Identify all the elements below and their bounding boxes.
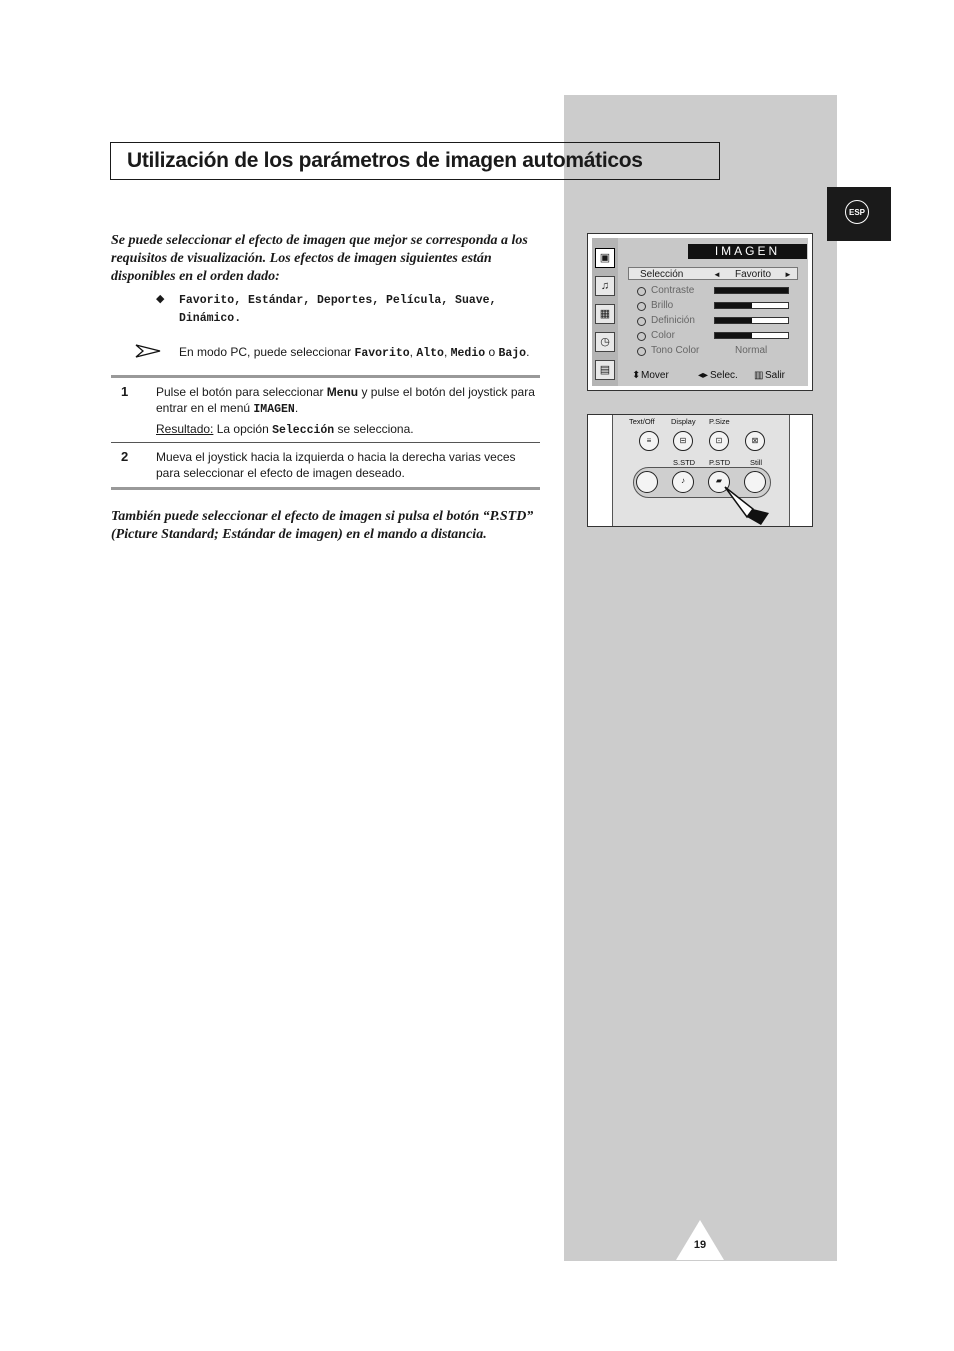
psize-button-icon: ⊡ <box>709 431 729 451</box>
osd-tono-color-value: Normal <box>735 345 768 356</box>
osd-selection-row <box>628 267 798 280</box>
tv-picture-icon: ▣ <box>595 248 615 268</box>
channel-icon: ▦ <box>595 304 615 324</box>
osd-selection-label: Selección <box>640 269 684 280</box>
osd-footer-select: Selec. <box>710 370 738 381</box>
osd-footer <box>618 366 808 386</box>
step-2-text: Mueva el joystick hacia la izquierda o hacia la derecha varias veces para seleccionar el efecto de imagen deseado. <box>156 450 516 480</box>
osd-item-contraste: Contraste <box>651 285 695 296</box>
osd-item-dot <box>637 317 646 326</box>
menu-icon: ▥ <box>754 370 764 381</box>
osd-right-arrow-icon: ► <box>784 270 792 279</box>
note-option-medio: Medio <box>450 347 486 360</box>
osd-item-definicion: Definición <box>651 315 695 326</box>
language-tab-label: ESP <box>845 200 869 224</box>
steps-top-rule <box>111 375 540 378</box>
osd-title: IMAGEN <box>688 244 807 259</box>
step-1-result <box>156 421 541 439</box>
note-sep-2: , <box>443 345 451 359</box>
osd-bar-fill <box>715 303 752 308</box>
note-prefix: En modo PC, puede seleccionar <box>179 345 355 359</box>
leftright-arrow-icon: ◂▸ <box>698 370 709 381</box>
osd-footer-move: Mover <box>641 370 669 381</box>
remote-body <box>612 415 790 526</box>
blank-button-icon <box>636 471 658 493</box>
step-1-text-a: Pulse el botón para seleccionar <box>156 385 327 399</box>
osd-item-dot <box>637 302 646 311</box>
intro-paragraph: Se puede seleccionar el efecto de imagen que mejor se corresponda a los requisitos de visualización. Los efectos de imagen siguientes están disponibles en el orden dado: <box>111 233 528 284</box>
osd-bar-fill <box>715 318 752 323</box>
step-1-result-label: Resultado: <box>156 422 214 436</box>
step-1-result-a: La opción <box>213 422 273 436</box>
setup-icon: ▤ <box>595 360 615 380</box>
sound-icon: ♫ <box>595 276 615 296</box>
pointing-hand-icon <box>723 485 773 525</box>
osd-item-tono-color: Tono Color <box>651 345 700 356</box>
osd-bar-color <box>714 332 789 339</box>
steps-divider <box>111 442 540 443</box>
display-button-icon: ⊟ <box>673 431 693 451</box>
updown-arrow-icon: ⬍ <box>632 370 641 381</box>
remote-label-still: Still <box>750 458 763 467</box>
pstd-button-icon: ▰ <box>708 471 730 493</box>
remote-label-pstd: P.STD <box>709 458 731 467</box>
step-1-text-b: y pulse el botón del joystick para entrar en el menú <box>156 385 535 415</box>
osd-item-brillo: Brillo <box>651 300 674 311</box>
step-2-number: 2 <box>121 449 129 464</box>
osd-menu-illustration <box>587 233 813 391</box>
osd-bar-contraste <box>714 287 789 294</box>
step-1-text <box>156 384 541 418</box>
osd-bar-brillo <box>714 302 789 309</box>
osd-item-dot <box>637 347 646 356</box>
note-option-alto: Alto <box>416 347 444 360</box>
note-option-favorito: Favorito <box>354 347 410 360</box>
step-1-result-b: se selecciona. <box>334 422 414 436</box>
osd-item-color: Color <box>651 330 675 341</box>
steps-bottom-rule <box>111 487 540 490</box>
note-option-bajo: Bajo <box>498 347 527 360</box>
osd-screen <box>592 238 808 386</box>
step-1-menu-name: IMAGEN <box>253 403 295 416</box>
remote-label-sstd: S.STD <box>673 458 696 467</box>
osd-bar-fill <box>715 288 788 293</box>
step-1-text-c: . <box>294 401 299 415</box>
picture-modes-list: Favorito, Estándar, Deportes, Película, Suave, Dinámico. <box>179 294 497 325</box>
page-number: 19 <box>693 1239 707 1251</box>
language-tab <box>827 187 891 241</box>
osd-bar-fill <box>715 333 752 338</box>
remote-label-psize: P.Size <box>709 417 730 426</box>
outro-paragraph: También puede seleccionar el efecto de imagen si pulsa el botón “P.STD” (Picture Standard; Estándar de imagen) en el mando a distancia. <box>111 509 534 542</box>
text-off-button-icon: ≡ <box>639 431 659 451</box>
step-1-menu-key: Menu <box>326 385 359 399</box>
clock-icon: ◷ <box>595 332 615 352</box>
sstd-button-icon: ♪ <box>672 471 694 493</box>
note-suffix: . <box>526 345 530 359</box>
note-sep-3: o <box>485 345 499 359</box>
note-sep-1: , <box>409 345 417 359</box>
osd-item-dot <box>637 332 646 341</box>
diamond-bullet-icon: ◆ <box>156 293 165 305</box>
osd-selection-value: Favorito <box>735 269 772 280</box>
osd-footer-exit: Salir <box>765 370 786 381</box>
remote-label-text-off: Text/Off <box>629 417 655 426</box>
remote-illustration <box>587 414 813 527</box>
step-1-result-option: Selección <box>272 424 335 437</box>
page-title: Utilización de los parámetros de imagen automáticos <box>127 149 643 172</box>
page-title-box <box>110 142 720 180</box>
osd-bar-definicion <box>714 317 789 324</box>
osd-left-arrow-icon: ◄ <box>713 270 721 279</box>
remote-label-display: Display <box>671 417 696 426</box>
mute-button-icon: ⊠ <box>745 431 765 451</box>
step-1-number: 1 <box>121 384 129 399</box>
pc-mode-note <box>179 345 529 360</box>
osd-icon-column <box>592 238 618 386</box>
osd-item-dot <box>637 287 646 296</box>
note-arrow-icon <box>135 343 161 359</box>
